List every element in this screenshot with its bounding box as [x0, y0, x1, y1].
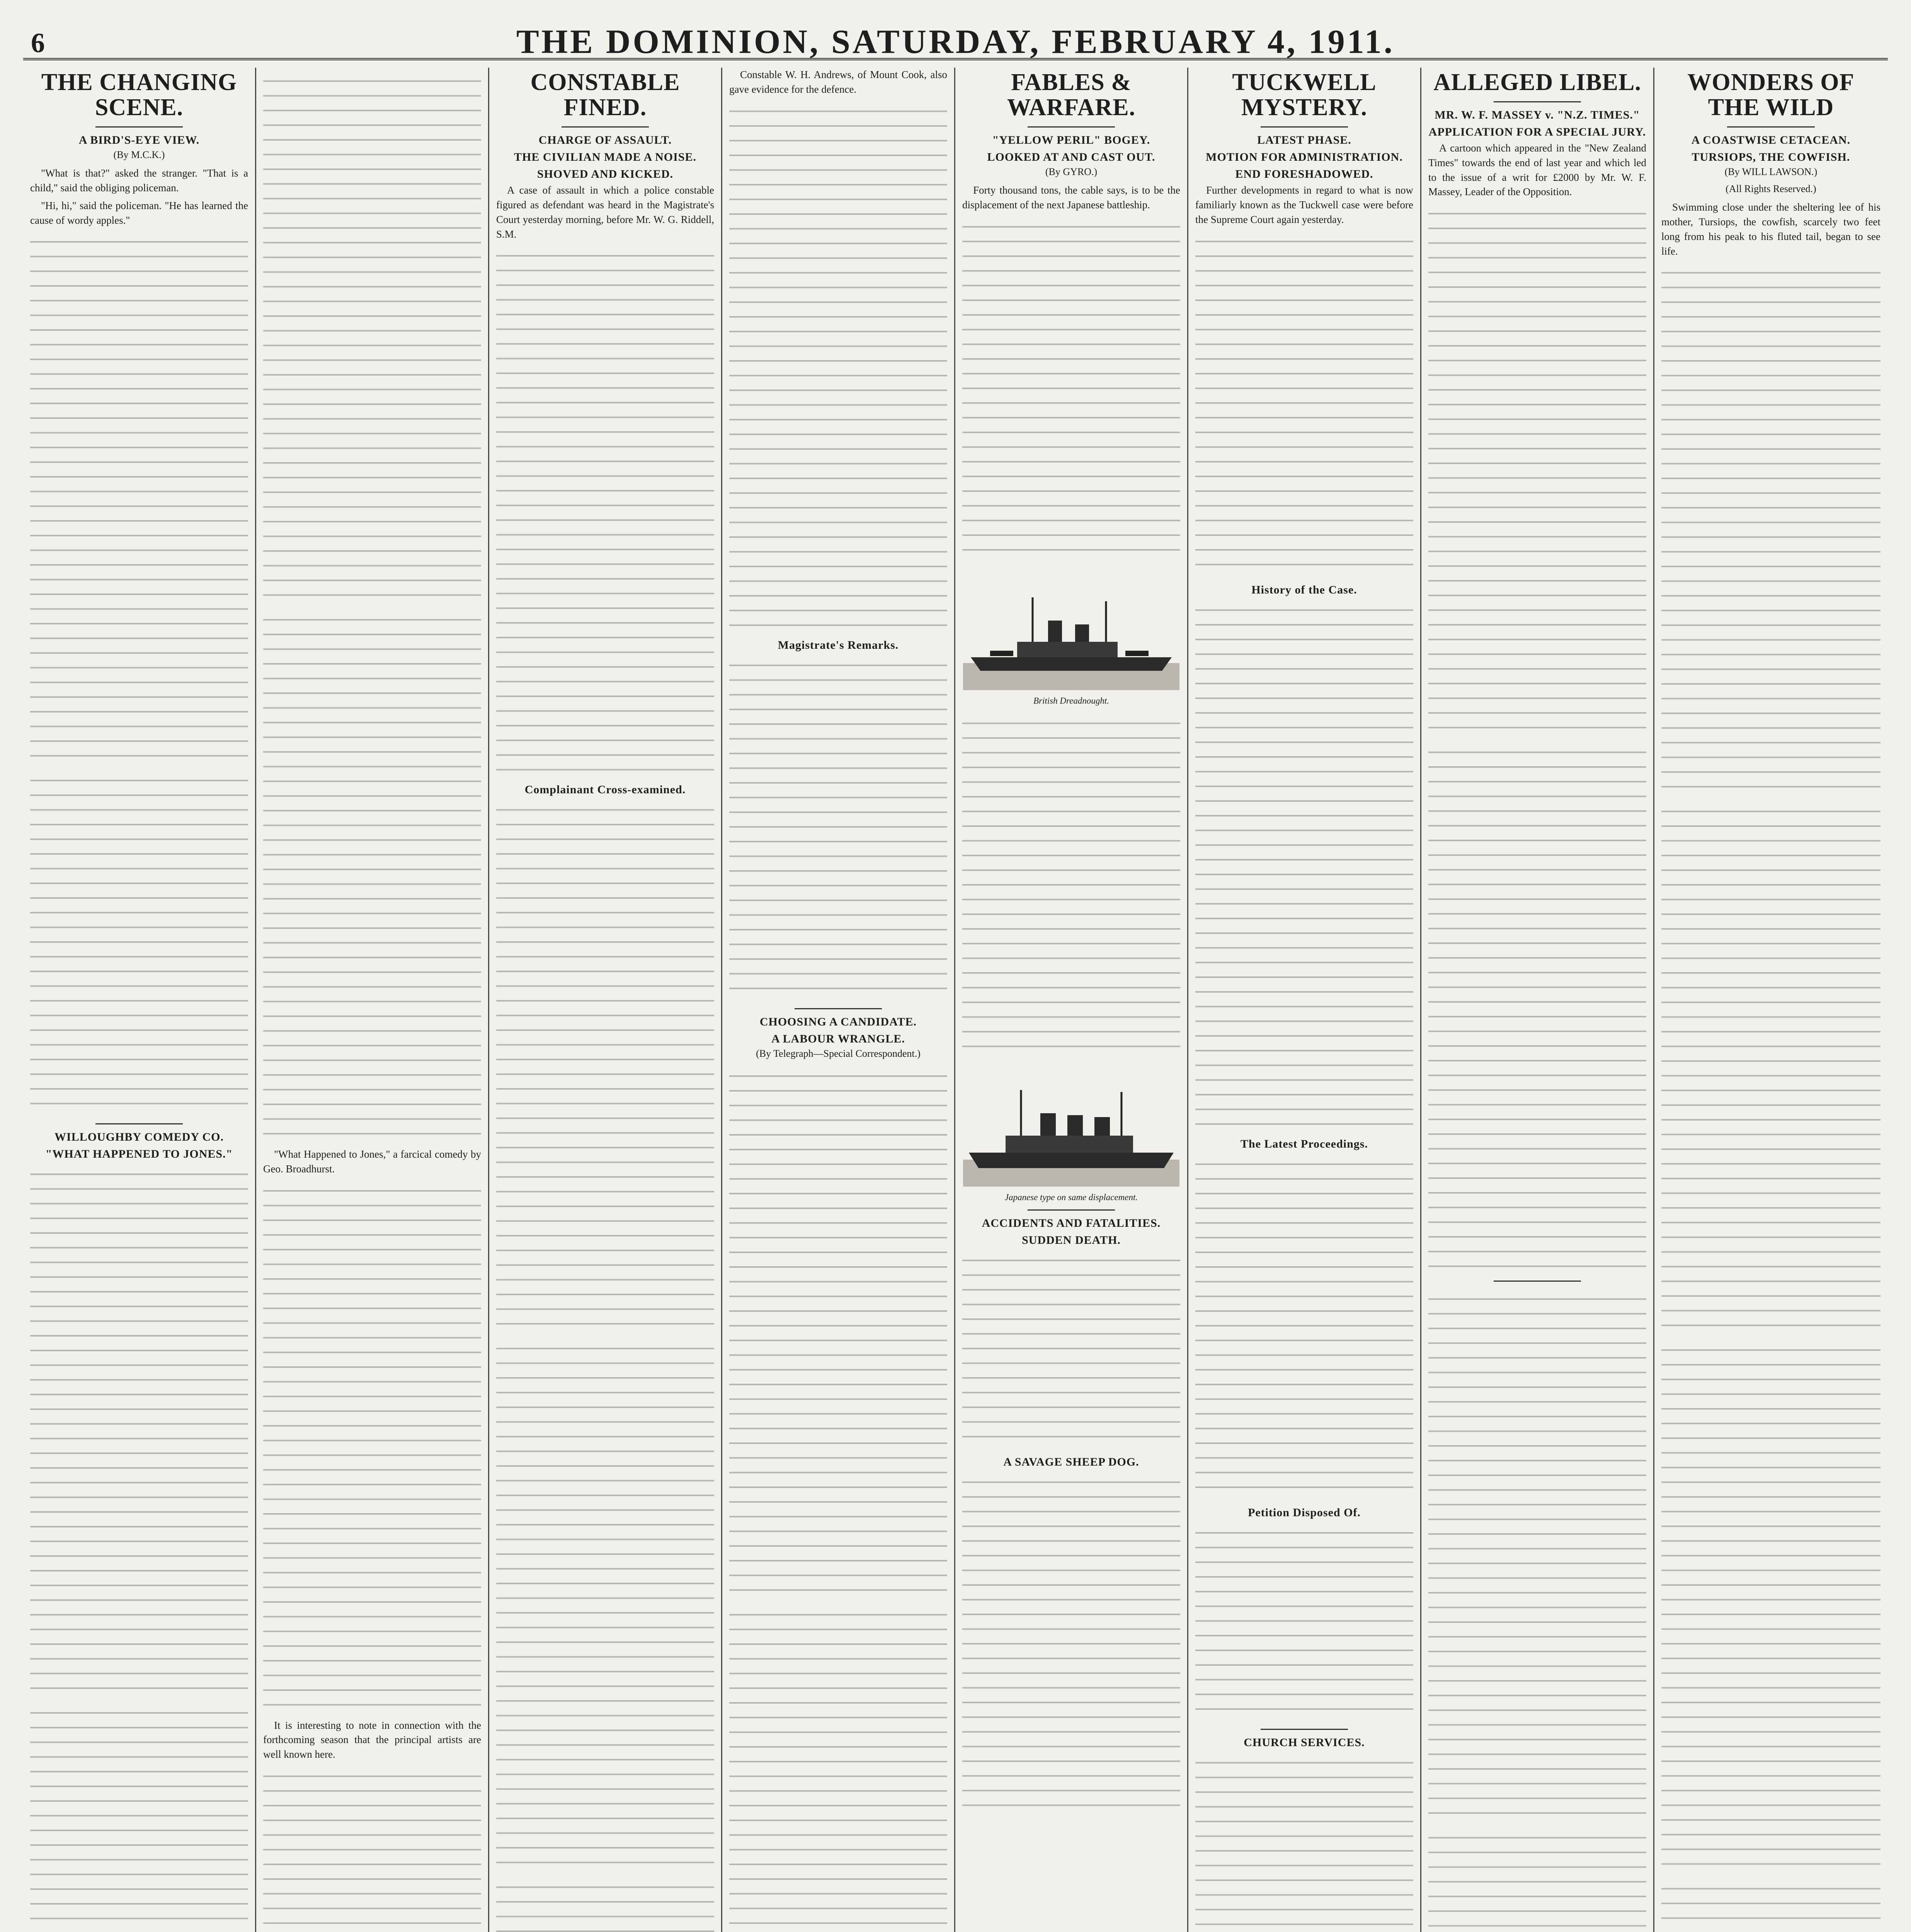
subhead-charge-of-assault: CHARGE OF ASSAULT. [538, 134, 672, 147]
subhead-civilian-noise: THE CIVILIAN MADE A NOISE. [514, 151, 696, 164]
subhead-accidents: ACCIDENTS AND FATALITIES. [982, 1216, 1161, 1230]
subhead-sudden-death: SUDDEN DEATH. [1022, 1233, 1121, 1247]
article-paragraph: A cartoon which appeared in the "New Zealand Times" towards the end of last year and which led to the issue of a writ for £2000 by Mr. W. F. Massey, Leader of the Opposition. [1428, 142, 1646, 198]
subhead-shoved-kicked: SHOVED AND KICKED. [537, 168, 674, 181]
article-body-lines [1195, 599, 1413, 1132]
divider [1028, 126, 1115, 128]
telegraph-line: (By Telegraph—Special Correspondent.) [756, 1048, 921, 1059]
article-body-lines [1661, 1339, 1880, 1872]
article-paragraph: Swimming close under the sheltering lee of his mother, Tursiops, the cowfish, scarcely two feet long from his peak to his fluted tail, began to see life. [1661, 201, 1880, 257]
article-paragraph: It is interesting to note in connection with the forthcoming season that the principal artists are well known here. [263, 1719, 481, 1760]
article-body-lines [263, 609, 481, 1142]
article-body-lines [263, 1765, 481, 1932]
divider [1261, 1729, 1348, 1730]
article-body-lines [1195, 230, 1413, 578]
article-body-lines [263, 1180, 481, 1713]
column-5 [955, 68, 1188, 1932]
section-heading: Petition Disposed Of. [1248, 1506, 1361, 1519]
column-7 [1421, 68, 1654, 1932]
article-body-lines [962, 1471, 1180, 1819]
article-paragraph: "What Happened to Jones," a farcical comedy by Geo. Broadhurst. [263, 1148, 481, 1175]
subhead-end-foreshadowed: END FORESHADOWED. [1235, 168, 1373, 181]
article-body-lines [1428, 741, 1646, 1274]
article-body-lines [1195, 1752, 1413, 1932]
article-body-lines [1428, 1827, 1646, 1932]
byline: (By GYRO.) [1045, 166, 1098, 178]
divider [795, 1008, 882, 1009]
divider [1494, 101, 1581, 102]
article-paragraph: A case of assault in which a police constable figured as defendant was heard in the Magistrate's Court yesterday morning, before Mr. W. G. Riddell, S.M. [496, 184, 714, 240]
subhead-church-services: CHURCH SERVICES. [1244, 1736, 1365, 1749]
subhead-yellow-peril: "YELLOW PERIL" BOGEY. [992, 134, 1150, 147]
news-columns [23, 68, 1888, 1932]
headline-tuckwell-mystery: TUCKWELL MYSTERY. [1232, 69, 1377, 121]
article-body-lines [1661, 1878, 1880, 1932]
article-paragraph: Constable W. H. Andrews, of Mount Cook, also gave evidence for the defence. [729, 69, 947, 95]
byline: (By WILL LAWSON.) [1724, 166, 1817, 178]
article-body-lines [30, 231, 248, 764]
column-8 [1654, 68, 1887, 1932]
section-heading: Magistrate's Remarks. [778, 638, 899, 651]
article-body-lines [1661, 262, 1880, 795]
article-body-lines [1428, 202, 1646, 736]
subhead-savage-sheep-dog: A SAVAGE SHEEP DOG. [1003, 1455, 1139, 1468]
article-body-lines [30, 1163, 248, 1696]
subhead-labour-wrangle: A LABOUR WRANGLE. [771, 1032, 905, 1045]
byline: (By M.C.K.) [113, 149, 165, 161]
divider [1727, 126, 1815, 128]
article-body-lines [1428, 1288, 1646, 1821]
article-body-lines [30, 769, 248, 1117]
article-body-lines [496, 799, 714, 1332]
newspaper-title: THE DOMINION, SATURDAY, FEBRUARY 4, 1911. [516, 23, 1395, 61]
article-body-lines [263, 70, 481, 603]
page-number: 6 [31, 27, 45, 58]
subhead-motion-administration: MOTION FOR ADMINISTRATION. [1206, 151, 1403, 164]
subhead-choosing-candidate: CHOOSING A CANDIDATE. [759, 1015, 917, 1028]
article-body-lines [962, 1249, 1180, 1450]
subhead-tursiops: TURSIOPS, THE COWFISH. [1691, 151, 1850, 164]
illustration-caption: British Dreadnought. [1033, 696, 1109, 706]
column-4 [722, 68, 955, 1932]
section-heading: The Latest Proceedings. [1241, 1137, 1368, 1150]
illustration-caption: Japanese type on same displacement. [1004, 1192, 1138, 1202]
headline-constable-fined: CONSTABLE FINED. [530, 69, 680, 121]
article-body-lines [962, 216, 1180, 563]
subhead-massey-v-times: MR. W. F. MASSEY v. "N.Z. TIMES." [1435, 109, 1640, 122]
subhead-latest-phase: LATEST PHASE. [1257, 134, 1351, 147]
column-6 [1188, 68, 1421, 1932]
subhead-birds-eye-view: A BIRD'S-EYE VIEW. [78, 134, 200, 147]
rights-notice: (All Rights Reserved.) [1726, 183, 1816, 195]
divider [95, 126, 183, 128]
headline-fables-warfare: FABLES & WARFARE. [1007, 69, 1136, 121]
column-3 [489, 68, 722, 1932]
subhead-coastwise-cetacean: A COASTWISE CETACEAN. [1691, 134, 1851, 147]
subhead-special-jury: APPLICATION FOR A SPECIAL JURY. [1428, 126, 1646, 139]
japanese-warship-illustration [962, 1071, 1180, 1187]
article-paragraph: Further developments in regard to what is now familiarly known as the Tuckwell case were before the Supreme Court again yesterday. [1195, 184, 1413, 225]
article-paragraph: Forty thousand tons, the cable says, is to be the displacement of the next Japanese battleship. [962, 184, 1180, 211]
divider [562, 126, 649, 128]
divider [1261, 126, 1348, 128]
subhead-looked-at: LOOKED AT AND CAST OUT. [987, 151, 1155, 164]
article-body-lines [496, 1876, 714, 1932]
subhead-willoughby-comedy: WILLOUGHBY COMEDY CO. [54, 1131, 224, 1144]
section-heading: History of the Case. [1251, 583, 1357, 596]
article-body-lines [1195, 1153, 1413, 1501]
section-heading: Complainant Cross-examined. [524, 783, 686, 796]
column-2 [256, 68, 489, 1932]
article-body-lines [496, 245, 714, 778]
headline-wonders-of-wild: WONDERS OF THE WILD [1687, 69, 1855, 121]
article-paragraph: "Hi, hi," said the policeman. "He has learned the cause of wordy apples." [30, 199, 248, 226]
headline-alleged-libel: ALLEGED LIBEL. [1433, 69, 1641, 95]
divider [95, 1123, 183, 1124]
article-body-lines [496, 1337, 714, 1871]
column-1 [23, 68, 256, 1932]
article-paragraph: "What is that?" asked the stranger. "That is a child," said the obliging policeman. [30, 167, 248, 194]
subhead-what-happened-to-jones: "WHAT HAPPENED TO JONES." [45, 1148, 233, 1161]
dreadnought-illustration [962, 574, 1180, 690]
masthead [23, 15, 1888, 60]
article-body-lines [1195, 1522, 1413, 1723]
article-body-lines [1661, 800, 1880, 1333]
divider [1494, 1281, 1581, 1282]
article-body-lines [729, 1065, 947, 1598]
article-body-lines [962, 712, 1180, 1060]
article-body-lines [729, 654, 947, 1002]
divider [1028, 1209, 1115, 1211]
headline-changing-scene: THE CHANGING SCENE. [41, 69, 237, 121]
article-body-lines [729, 1604, 947, 1932]
article-body-lines [729, 100, 947, 633]
article-body-lines [30, 1702, 248, 1932]
